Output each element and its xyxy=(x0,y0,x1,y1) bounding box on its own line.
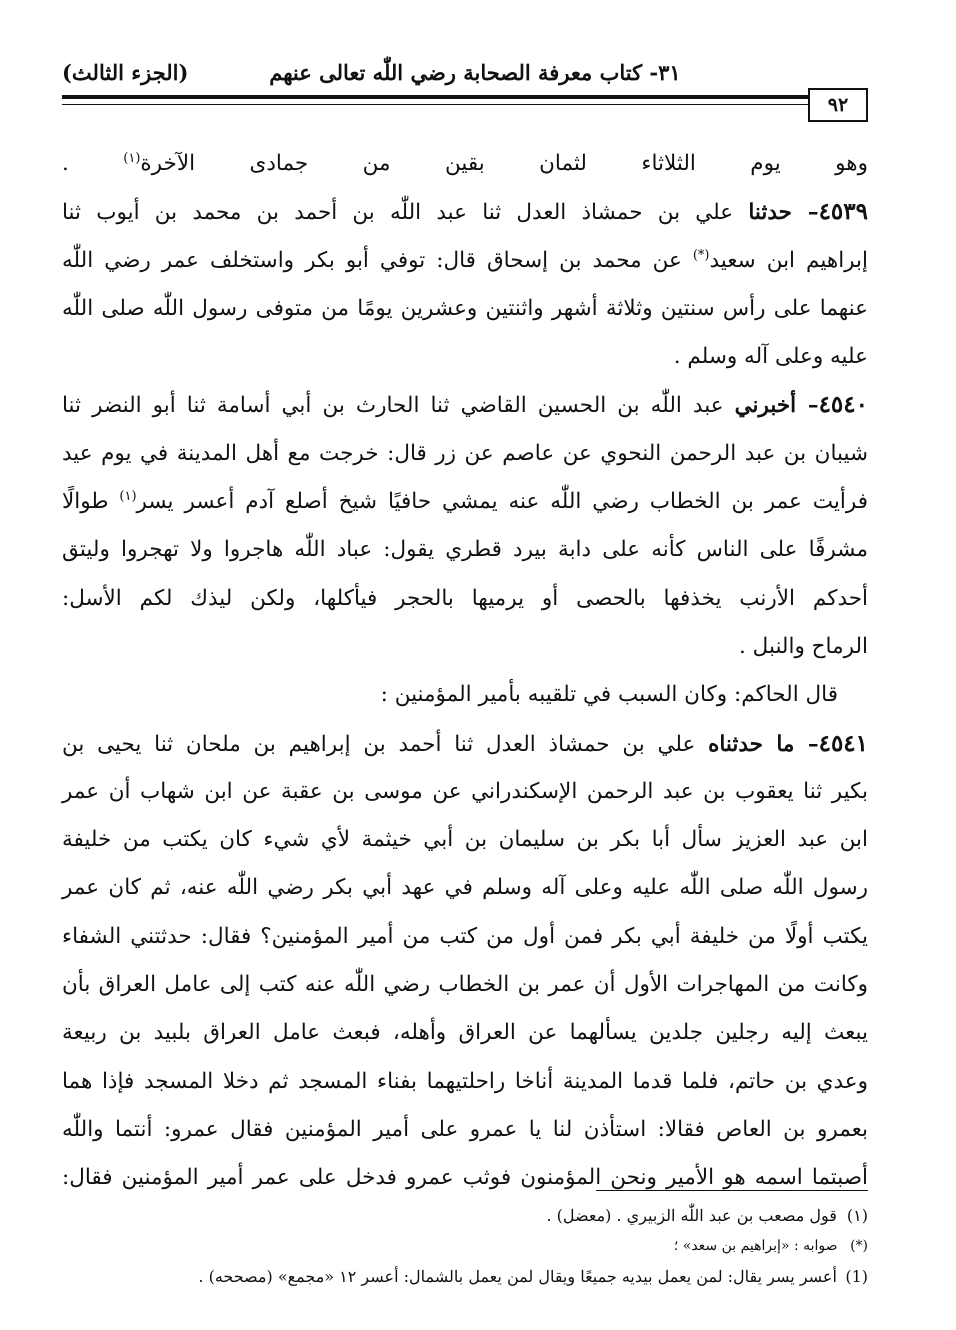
text-line xyxy=(62,864,868,912)
page-number-box: ٩٢ xyxy=(808,88,868,122)
text-line xyxy=(62,1106,868,1154)
hadith-start-line xyxy=(62,720,868,768)
footnote-ref: (١) xyxy=(119,488,137,504)
line-text: مشرفًا على الناس كأنه على دابة بيرد قطري يقول: عباد اللّٰه هاجروا ولا تهجروا وليتق xyxy=(62,537,868,563)
footnote xyxy=(62,1232,868,1260)
text-line xyxy=(62,333,868,381)
line-text: بكير ثنا يعقوب بن عبد الرحمن الإسكندراني عن موسى بن عقبة عن ابن شهاب أن عمر xyxy=(62,778,868,804)
footnote xyxy=(62,1260,868,1294)
main-text xyxy=(62,140,868,1203)
line-text: بعمرو بن العاص فقالا: استأذن لنا يا عمرو على أمير المؤمنين فقال عمرو: أنتما واللّٰه xyxy=(62,1116,868,1142)
text-line xyxy=(62,430,868,478)
line-text: وهو يوم الثلاثاء لثمان بقين من جمادى الآخرة xyxy=(140,151,868,176)
line-text: فرأيت عمر بن الخطاب رضي اللّٰه عنه يمشي حافيًا شيخ أصلع آدم أعسر يسر xyxy=(136,489,869,515)
line-text: الرماح والنبل . xyxy=(739,633,868,659)
line-text: إبراهيم ابن سعيد xyxy=(709,247,868,273)
text-line xyxy=(62,575,868,623)
footnote-mark: (1) xyxy=(845,1267,868,1286)
text-line xyxy=(62,816,868,864)
line-text: علي بن حمشاذ العدل ثنا عبد اللّٰه بن أحمد بن محمد بن أيوب ثنا xyxy=(62,200,749,226)
narration-label: – أخبرني xyxy=(734,393,819,419)
text-line xyxy=(62,768,868,816)
line-text: ابن عبد العزيز سأل أبا بكر بن سليمان بن أبي خيثمة لأي شيء كان يكتب من خليفة xyxy=(62,827,868,853)
footnote-ref: (*) xyxy=(692,247,710,263)
line-text: شيبان بن عبد الرحمن النحوي عن عاصم عن زر قال: خرجت مع أهل المدينة في يوم عيد xyxy=(62,440,868,466)
text-line xyxy=(62,961,868,1009)
line-text: أحدكم الأرنب يخذفها بالحصى أو يرميها بالحجر فيأكلها، ولكن ليذك لكم الأسل: xyxy=(62,585,868,611)
narration-label: – ما حدثناه xyxy=(708,731,819,757)
line-text: يبعث إليه رجلين جلدين يسألهما عن العراق وأهله، فبعث عامل العراق بلبيد بن ربيعة xyxy=(62,1020,868,1046)
footnote-separator xyxy=(596,1190,868,1191)
line-text: عنهما على رأس سنتين وثلاثة أشهر واثنتين وعشرين يومًا من متوفى رسول اللّٰه صلى اللّٰه xyxy=(62,295,868,321)
line-text: أصبتما اسمه هو الأمير ونحن المؤمنون فوثب عمرو فدخل على عمر أمير المؤمنين فقال: xyxy=(62,1165,868,1191)
header-rule-thin xyxy=(62,104,810,105)
line-text: عبد اللّٰه بن الحسين القاضي ثنا الحارث بن أبي أسامة ثنا أبو النضر ثنا xyxy=(62,393,735,419)
text-line xyxy=(62,623,868,671)
text-line xyxy=(62,913,868,961)
text-line xyxy=(62,1154,868,1202)
line-text: رسول اللّٰه صلى اللّٰه عليه وعلى آله وسلم في عهد أبي بكر رضي اللّٰه عنه، ثم كان عمر xyxy=(62,875,868,901)
narration-label: – حدثنا xyxy=(748,200,819,226)
line-text: وعدي بن حاتم، فلما قدما المدينة أناخا راحلتيهما بفناء المسجد ثم دخلا المسجد فإذا هما xyxy=(62,1068,868,1094)
footnote-mark: (*) xyxy=(850,1238,868,1254)
footnote xyxy=(62,1200,868,1232)
line-text: عليه وعلى آله وسلم . xyxy=(673,344,868,370)
footnote-mark: (١) xyxy=(846,1206,868,1225)
footnote-text: أعسر يسر يقال: لمن يعمل بيديه جميعًا ويقال لمن يعمل بالشمال: أعسر ١٢ «مجمع» (مصححه) . xyxy=(198,1267,837,1286)
line-text-continued: عن محمد بن إسحاق قال: توفي أبو بكر واستخلف عمر رضي اللّٰه xyxy=(62,247,693,273)
text-line xyxy=(62,671,868,719)
line-text: علي بن حمشاذ العدل ثنا أحمد بن إبراهيم بن ملحان ثنا يحيى بن xyxy=(62,731,709,757)
footnote-text: قول مصعب بن عبد اللّٰه الزبيري . (معضل) . xyxy=(546,1206,837,1225)
hadith-start-line xyxy=(62,188,868,236)
hadith-start-line xyxy=(62,381,868,429)
footnotes xyxy=(62,1200,868,1294)
volume-label: (الجزء الثالث) xyxy=(62,60,189,85)
line-text: قال الحاكم: وكان السبب في تلقيبه بأمير المؤمنين : xyxy=(380,682,838,708)
hadith-number: ٤٥٣٩ xyxy=(818,198,868,226)
header-rule-thick xyxy=(62,95,810,99)
text-line xyxy=(62,285,868,333)
line-text-continued: طوالًا xyxy=(62,489,120,515)
text-line xyxy=(62,478,868,526)
line-text-continued: . xyxy=(62,151,124,176)
text-line xyxy=(62,526,868,574)
hadith-number: ٤٥٤١ xyxy=(818,729,869,757)
footnote-text: صوابه : «إبراهيم بن سعد» ؛ xyxy=(673,1238,838,1254)
line-text: يكتب أولًا من خليفة أبي بكر فمن أول من كتب من أمير المؤمنين؟ فقال: حدثتني الشفاء xyxy=(62,923,868,949)
footnote-ref: (١) xyxy=(123,150,141,166)
text-line xyxy=(62,140,868,188)
hadith-number: ٤٥٤٠ xyxy=(818,391,868,419)
running-header-title: ٣١- كتاب معرفة الصحابة رضي اللّٰه تعالى عنهم xyxy=(269,60,681,85)
line-text: وكانت من المهاجرات الأول أن عمر بن الخطاب رضي اللّٰه عنه كتب إلى عامل العراق بأن xyxy=(62,972,868,998)
text-line xyxy=(62,1009,868,1057)
text-line xyxy=(62,1058,868,1106)
text-line xyxy=(62,237,868,285)
